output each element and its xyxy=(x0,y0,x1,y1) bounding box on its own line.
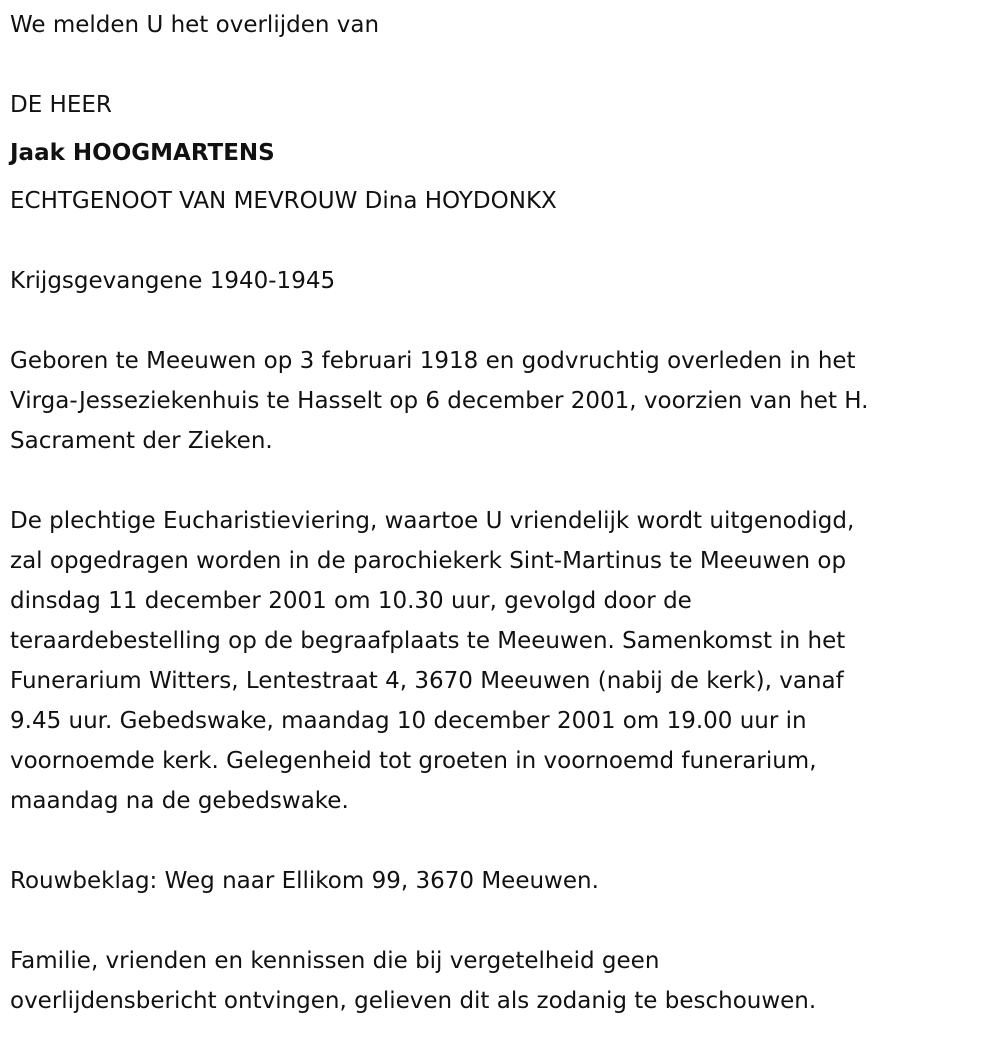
paragraph-line: Funerarium Witters, Lentestraat 4, 3670 Meeuwen (nabij de kerk), vanaf xyxy=(10,668,844,694)
spouse-line: ECHTGENOOT VAN MEVROUW Dina HOYDONKX xyxy=(10,188,557,214)
paragraph-line: voornoemde kerk. Gelegenheid tot groeten in voornoemd funerarium, xyxy=(10,748,817,774)
paragraph-line: dinsdag 11 december 2001 om 10.30 uur, gevolgd door de xyxy=(10,588,692,614)
paragraph-line: Sacrament der Zieken. xyxy=(10,428,273,454)
deceased-name: Jaak HOOGMARTENS xyxy=(10,140,275,166)
condolences-line: Rouwbeklag: Weg naar Ellikom 99, 3670 Meeuwen. xyxy=(10,868,599,894)
paragraph-line: Geboren te Meeuwen op 3 februari 1918 en godvruchtig overleden in het xyxy=(10,348,856,374)
paragraph-line: Familie, vrienden en kennissen die bij vergetelheid geen xyxy=(10,948,660,974)
paragraph-line: De plechtige Eucharistieviering, waartoe U vriendelijk wordt uitgenodigd, xyxy=(10,508,855,534)
title-line: DE HEER xyxy=(10,92,112,118)
paragraph-line: overlijdensbericht ontvingen, gelieven dit als zodanig te beschouwen. xyxy=(10,988,817,1014)
paragraph-line: maandag na de gebedswake. xyxy=(10,788,349,814)
intro-line: We melden U het overlijden van xyxy=(10,12,380,38)
note-line: Krijgsgevangene 1940-1945 xyxy=(10,268,336,294)
paragraph-line: Virga-Jesseziekenhuis te Hasselt op 6 december 2001, voorzien van het H. xyxy=(10,388,869,414)
paragraph-line: zal opgedragen worden in de parochiekerk Sint-Martinus te Meeuwen op xyxy=(10,548,847,574)
paragraph-line: teraardebestelling op de begraafplaats te Meeuwen. Samenkomst in het xyxy=(10,628,846,654)
paragraph-line: 9.45 uur. Gebedswake, maandag 10 december 2001 om 19.00 uur in xyxy=(10,708,807,734)
